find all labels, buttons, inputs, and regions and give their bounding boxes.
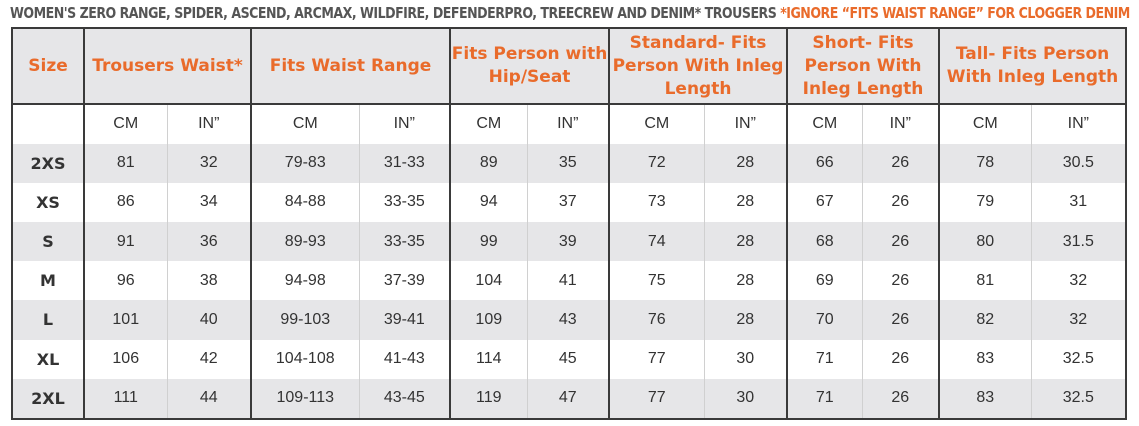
table-cell: 45: [527, 340, 609, 379]
table-cell: 26: [862, 183, 939, 222]
table-row: [12, 144, 1126, 183]
table-cell: 101: [84, 300, 167, 339]
size-label: XS: [12, 183, 84, 222]
size-label: 2XL: [12, 379, 84, 419]
table-cell: 78: [939, 144, 1031, 183]
table-cell: 69: [787, 261, 862, 300]
header-fits-waist-range: Fits Waist Range: [251, 28, 450, 104]
table-row: [12, 340, 1126, 379]
table-cell: 39-41: [359, 300, 450, 339]
table-row: [12, 183, 1126, 222]
table-cell: 79: [939, 183, 1031, 222]
size-label: M: [12, 261, 84, 300]
table-cell: 71: [787, 379, 862, 419]
table-cell: 32: [1031, 261, 1126, 300]
size-rows: [12, 144, 1126, 419]
table-cell: 67: [787, 183, 862, 222]
table-cell: 33-35: [359, 222, 450, 261]
table-cell: 70: [787, 300, 862, 339]
table-cell: 47: [527, 379, 609, 419]
table-cell: 28: [704, 222, 787, 261]
unit-label: CM: [84, 104, 167, 144]
table-cell: 86: [84, 183, 167, 222]
size-label: 2XS: [12, 144, 84, 183]
table-cell: 28: [704, 144, 787, 183]
table-cell: 99-103: [251, 300, 359, 339]
table-cell: 89: [450, 144, 527, 183]
size-chart-table: [11, 27, 1127, 420]
table-cell: 94: [450, 183, 527, 222]
size-label: XL: [12, 340, 84, 379]
table-cell: 39: [527, 222, 609, 261]
table-cell: 119: [450, 379, 527, 419]
table-cell: 31-33: [359, 144, 450, 183]
table-cell: 94-98: [251, 261, 359, 300]
table-cell: 41: [527, 261, 609, 300]
table-cell: 26: [862, 300, 939, 339]
table-cell: 26: [862, 222, 939, 261]
table-row: [12, 261, 1126, 300]
unit-label: IN”: [359, 104, 450, 144]
table-cell: 89-93: [251, 222, 359, 261]
table-cell: 68: [787, 222, 862, 261]
table-cell: 66: [787, 144, 862, 183]
heading-note: *IGNORE “FITS WAIST RANGE” FOR CLOGGER DENIM: [780, 4, 1130, 22]
table-cell: 81: [84, 144, 167, 183]
table-cell: 111: [84, 379, 167, 419]
units-row: [12, 104, 1126, 144]
size-header: Size: [12, 28, 84, 104]
header-row: [12, 28, 1126, 104]
unit-label: IN”: [527, 104, 609, 144]
table-cell: 79-83: [251, 144, 359, 183]
table-cell: 104-108: [251, 340, 359, 379]
table-cell: 75: [609, 261, 704, 300]
table-cell: 34: [167, 183, 251, 222]
page-heading: [10, 2, 1130, 24]
table-cell: 83: [939, 340, 1031, 379]
table-cell: 30: [704, 379, 787, 419]
unit-label: IN”: [1031, 104, 1126, 144]
table-row: [12, 379, 1126, 419]
table-cell: 74: [609, 222, 704, 261]
table-cell: 31.5: [1031, 222, 1126, 261]
table-cell: 106: [84, 340, 167, 379]
table-cell: 114: [450, 340, 527, 379]
table-cell: 81: [939, 261, 1031, 300]
table-cell: 28: [704, 261, 787, 300]
size-label: L: [12, 300, 84, 339]
table-cell: 72: [609, 144, 704, 183]
table-cell: 33-35: [359, 183, 450, 222]
table-row: [12, 222, 1126, 261]
unit-label: CM: [939, 104, 1031, 144]
table-cell: 30.5: [1031, 144, 1126, 183]
table-cell: 36: [167, 222, 251, 261]
table-cell: 109: [450, 300, 527, 339]
table-cell: 26: [862, 261, 939, 300]
unit-label: CM: [787, 104, 862, 144]
table-cell: 35: [527, 144, 609, 183]
header-trousers-waist: Trousers Waist*: [84, 28, 251, 104]
table-cell: 76: [609, 300, 704, 339]
table-cell: 82: [939, 300, 1031, 339]
table-cell: 28: [704, 300, 787, 339]
table-cell: 32.5: [1031, 379, 1126, 419]
table-cell: 84-88: [251, 183, 359, 222]
header-standard-inleg: Standard- Fits Person With Inleg Length: [609, 28, 787, 104]
table-cell: 73: [609, 183, 704, 222]
table-cell: 80: [939, 222, 1031, 261]
table-cell: 44: [167, 379, 251, 419]
table-cell: 26: [862, 340, 939, 379]
table-cell: 32: [167, 144, 251, 183]
heading-title: WOMEN'S ZERO RANGE, SPIDER, ASCEND, ARCMAX, WILDFIRE, DEFENDERPRO, TREECREW AND DENIM* TROUSERS: [10, 4, 777, 22]
table-row: [12, 300, 1126, 339]
table-cell: 77: [609, 340, 704, 379]
table-cell: 37: [527, 183, 609, 222]
table-cell: 38: [167, 261, 251, 300]
unit-label: IN”: [862, 104, 939, 144]
size-label: S: [12, 222, 84, 261]
table-cell: 96: [84, 261, 167, 300]
table-cell: 32.5: [1031, 340, 1126, 379]
table-cell: 91: [84, 222, 167, 261]
table-cell: 30: [704, 340, 787, 379]
table-cell: 71: [787, 340, 862, 379]
table-cell: 40: [167, 300, 251, 339]
table-cell: 37-39: [359, 261, 450, 300]
table-cell: 26: [862, 144, 939, 183]
table-cell: 109-113: [251, 379, 359, 419]
table-cell: 104: [450, 261, 527, 300]
units-blank: [12, 104, 84, 144]
header-fits-hip-seat: Fits Person with Hip/Seat: [450, 28, 609, 104]
table-cell: 32: [1031, 300, 1126, 339]
table-cell: 26: [862, 379, 939, 419]
table-cell: 43: [527, 300, 609, 339]
unit-label: IN”: [167, 104, 251, 144]
table-cell: 28: [704, 183, 787, 222]
table-cell: 77: [609, 379, 704, 419]
table-cell: 31: [1031, 183, 1126, 222]
table-cell: 43-45: [359, 379, 450, 419]
unit-label: CM: [251, 104, 359, 144]
header-short-inleg: Short- Fits Person With Inleg Length: [787, 28, 939, 104]
unit-label: CM: [450, 104, 527, 144]
table-cell: 83: [939, 379, 1031, 419]
unit-label: IN”: [704, 104, 787, 144]
table-cell: 41-43: [359, 340, 450, 379]
unit-label: CM: [609, 104, 704, 144]
table-cell: 99: [450, 222, 527, 261]
header-tall-inleg: Tall- Fits Person With Inleg Length: [939, 28, 1126, 104]
table-cell: 42: [167, 340, 251, 379]
